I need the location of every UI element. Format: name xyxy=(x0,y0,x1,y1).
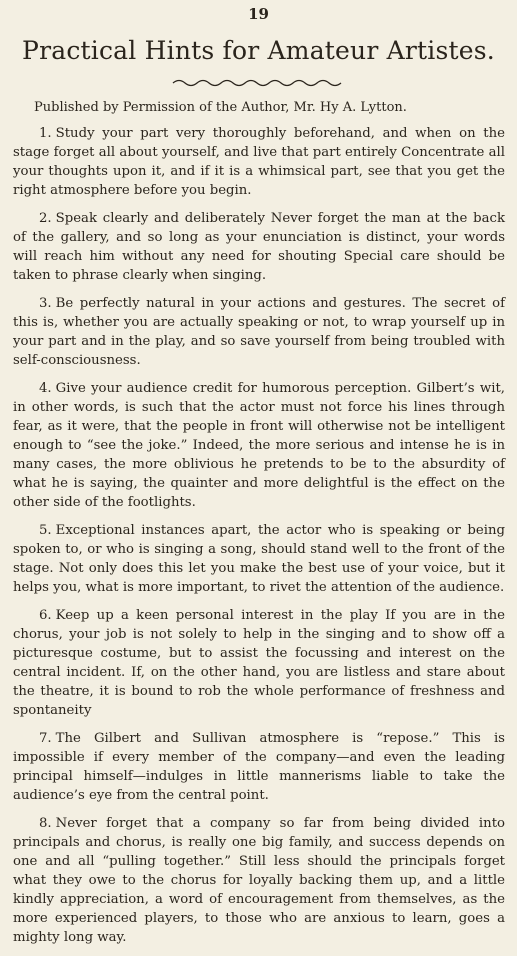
hint-text: Exceptional instances apart, the actor who is speaking or being spoken to, or who is singing a song, should stand well to the front of the stage. Not only does this let you make the best use of your voice, but it helps you, what is more important, to rivet the attention of the audience. xyxy=(13,523,505,595)
byline: Published by Permission of the Author, Mr. Hy A. Lytton. xyxy=(34,100,407,115)
hint-paragraph xyxy=(13,521,505,597)
wavy-divider-ornament xyxy=(171,76,345,88)
hint-paragraph xyxy=(13,379,505,512)
hint-paragraph xyxy=(13,606,505,720)
hint-paragraph xyxy=(13,209,505,285)
hint-number: 7. xyxy=(39,731,52,746)
hint-text: Never forget that a company so far from being divided into principals and chorus, is really one big family, and success depends on one and all “pulling together.” Still less should the principals forget what they owe to the chorus for loyally backing them up, and a little kindly appreciation, a word of encouragement from themselves, as the more experienced players, to those who are anxious to learn, goes a mighty long way. xyxy=(13,816,505,945)
hint-text: The Gilbert and Sullivan atmosphere is “repose.” This is impossible if every member of the company—and even the leading principal himself—indulges in little mannerisms liable to take the audience’s eye from the central point. xyxy=(13,731,505,803)
hint-text: Speak clearly and deliberately Never forget the man at the back of the gallery, and so long as your enunciation is distinct, your words will reach him without any need for shouting Special care should be taken to phrase clearly when singing. xyxy=(13,211,505,283)
hint-number: 1. xyxy=(39,126,52,141)
hint-number: 5. xyxy=(39,523,52,538)
hint-number: 3. xyxy=(39,296,52,311)
hints-list xyxy=(13,124,505,956)
hint-number: 8. xyxy=(39,816,52,831)
hint-paragraph xyxy=(13,294,505,370)
hint-text: Study your part very thoroughly beforehand, and when on the stage forget all about yourself, and live that part entirely Concentrate all your thoughts upon it, and if it is a whimsical part, see that you get the right atmosphere before you begin. xyxy=(13,126,505,198)
hint-paragraph xyxy=(13,124,505,200)
hint-text: Keep up a keen personal interest in the play If you are in the chorus, your job is not solely to help in the singing and to show off a picturesque costume, but to assist the focussing and interest on the central incident. If, on the other hand, you are listless and stare about the theatre, it is bound to rob the whole performance of freshness and spontaneity xyxy=(13,608,505,718)
hint-number: 2. xyxy=(39,211,52,226)
hint-text: Be perfectly natural in your actions and gestures. The secret of this is, whether you are actually speaking or not, to wrap yourself up in your part and in the play, and so save yourself from being troubled with self-consciousness. xyxy=(13,296,505,368)
hint-number: 4. xyxy=(39,381,52,396)
hint-paragraph xyxy=(13,729,505,805)
hint-number: 6. xyxy=(39,608,52,623)
page-title: Practical Hints for Amateur Artistes. xyxy=(22,36,495,65)
hint-text: Give your audience credit for humorous perception. Gilbert’s wit, in other words, is such that the actor must not force his lines through fear, as it were, that the people in front will otherwise not be intelligent enough to “see the joke.” Indeed, the more serious and intense he is in many cases, the more oblivious he pretends to be to the absurdity of what he is saying, the quainter and more delightful is the effect on the other side of the footlights. xyxy=(13,381,505,510)
page-number: 19 xyxy=(248,5,269,23)
